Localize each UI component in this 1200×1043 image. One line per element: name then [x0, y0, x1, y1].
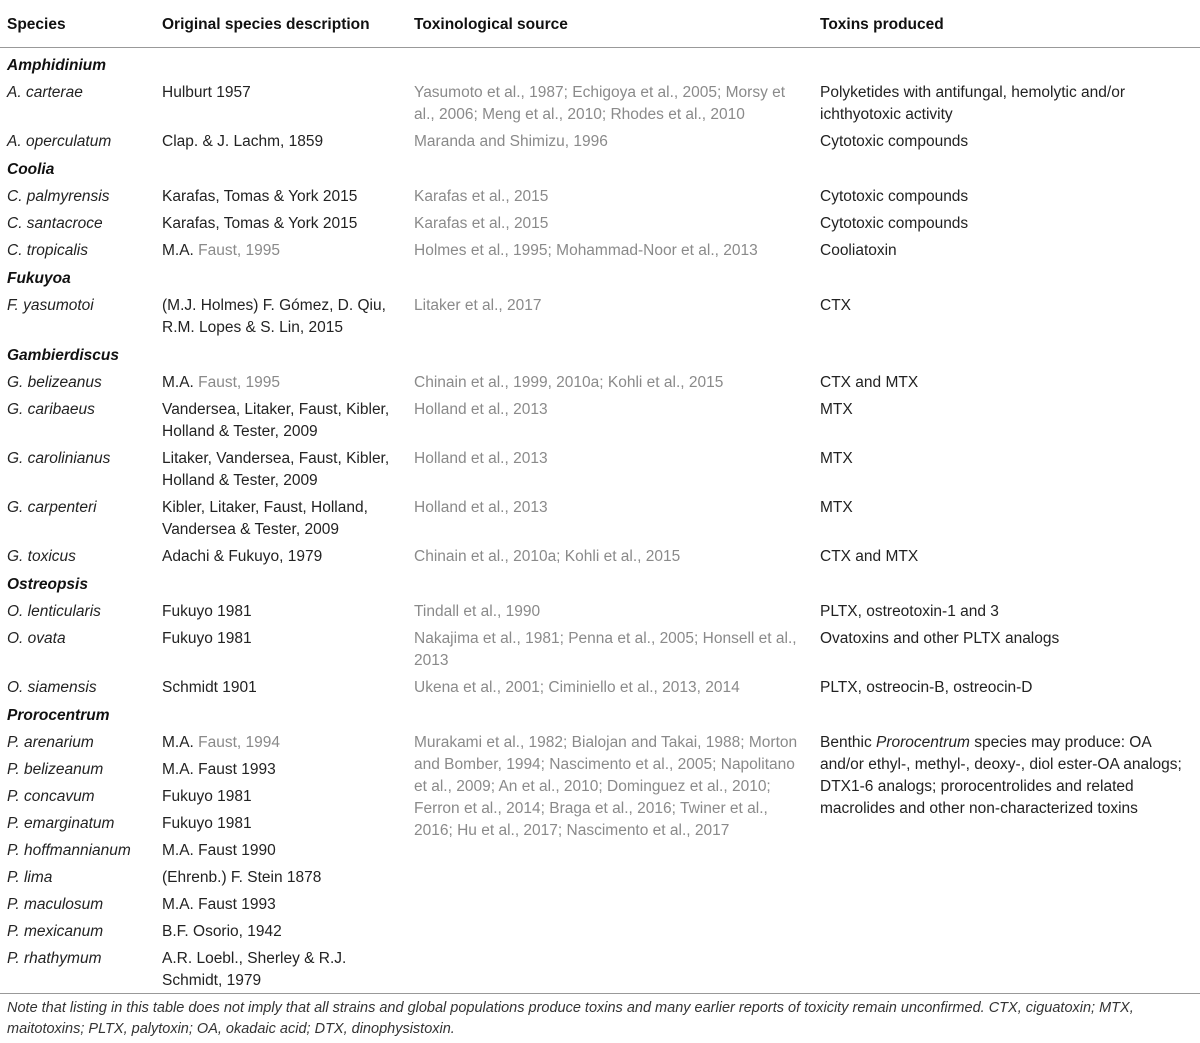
table-row — [0, 729, 1200, 756]
table-body — [0, 48, 1200, 995]
species-name: P. hoffmannianum — [7, 841, 131, 859]
description-author-ref: Faust, 1995 — [198, 373, 281, 391]
species-description — [154, 729, 406, 756]
toxins-produced: MTX — [820, 449, 853, 467]
species-name: C. santacroce — [7, 214, 103, 232]
toxinological-source-shared: Murakami et al., 1982; Bialojan and Takai, 1988; Morton and Bomber, 1994; Nascimento et al., 2005; Napolitano et al., 2009; An et al., 2010; Dominguez et al., 2010; Ferron et al., 2014; Braga et al., 2016; Twiner et al., 2016; Hu et al., 2017; Nascimento et al., 2017 — [414, 733, 798, 839]
species-description: Karafas, Tomas & York 2015 — [162, 214, 358, 232]
genus-row — [0, 570, 1200, 598]
toxins-produced: MTX — [820, 400, 853, 418]
table-row — [0, 128, 1200, 155]
toxins-produced: Ovatoxins and other PLTX analogs — [820, 629, 1060, 647]
table-row — [0, 369, 1200, 396]
toxinological-source: Ukena et al., 2001; Ciminiello et al., 2013, 2014 — [414, 678, 740, 696]
genus-name: Gambierdiscus — [7, 347, 119, 364]
species-description: Adachi & Fukuyo, 1979 — [162, 547, 323, 565]
species-description: Fukuyo 1981 — [162, 814, 252, 832]
table-row — [0, 625, 1200, 674]
toxins-produced: Cytotoxic compounds — [820, 187, 969, 205]
description-author-ref: Faust, 1994 — [198, 733, 281, 751]
header-source: Toxinological source — [406, 0, 812, 48]
species-description: Hulburt 1957 — [162, 83, 251, 101]
species-name: G. toxicus — [7, 547, 76, 565]
species-name: O. lenticularis — [7, 602, 101, 620]
table-row — [0, 674, 1200, 701]
toxinological-source: Karafas et al., 2015 — [414, 187, 549, 205]
table-row — [0, 237, 1200, 264]
description-author-prefix: M.A. — [162, 241, 199, 259]
toxins-produced: Polyketides with antifungal, hemolytic and/or ichthyotoxic activity — [820, 83, 1125, 123]
table-row — [0, 494, 1200, 543]
species-name: P. maculosum — [7, 895, 104, 913]
species-name: O. ovata — [7, 629, 66, 647]
species-description: Kibler, Litaker, Faust, Holland, Vandersea & Tester, 2009 — [162, 498, 368, 538]
toxinological-source: Litaker et al., 2017 — [414, 296, 542, 314]
table-row — [0, 79, 1200, 128]
genus-row — [0, 341, 1200, 369]
species-description: A.R. Loebl., Sherley & R.J. Schmidt, 1979 — [162, 949, 347, 989]
species-description: (Ehrenb.) F. Stein 1878 — [162, 868, 322, 886]
toxinological-source: Chinain et al., 2010a; Kohli et al., 2015 — [414, 547, 681, 565]
toxins-produced: Cytotoxic compounds — [820, 132, 969, 150]
genus-name: Coolia — [7, 161, 55, 178]
table-row — [0, 183, 1200, 210]
species-name: G. belizeanus — [7, 373, 102, 391]
toxinological-source: Maranda and Shimizu, 1996 — [414, 132, 608, 150]
toxins-suffix: species may produce: OA and/or ethyl-, methyl-, deoxy-, diol ester-OA analogs; DTX1-6 analogs; prorocentrolides and related macrolides and other non-characterized toxins — [820, 733, 1182, 817]
species-name: P. mexicanum — [7, 922, 104, 940]
genus-row — [0, 155, 1200, 183]
genus-name: Amphidinium — [7, 57, 107, 74]
genus-name: Prorocentrum — [7, 707, 110, 724]
toxinological-source: Karafas et al., 2015 — [414, 214, 549, 232]
species-description: Vandersea, Litaker, Faust, Kibler, Holland & Tester, 2009 — [162, 400, 390, 440]
genus-name: Fukuyoa — [7, 270, 71, 287]
toxinological-source: Holland et al., 2013 — [414, 449, 548, 467]
species-description — [154, 369, 406, 396]
species-description: Schmidt 1901 — [162, 678, 257, 696]
toxins-produced: MTX — [820, 498, 853, 516]
species-description — [154, 237, 406, 264]
species-description: Fukuyo 1981 — [162, 629, 252, 647]
species-name: P. emarginatum — [7, 814, 115, 832]
table-row — [0, 543, 1200, 570]
header-toxins: Toxins produced — [812, 0, 1200, 48]
species-name: P. arenarium — [7, 733, 94, 751]
species-name: A. operculatum — [7, 132, 112, 150]
species-description: M.A. Faust 1993 — [162, 760, 276, 778]
species-name: F. yasumotoi — [7, 296, 94, 314]
species-description: Litaker, Vandersea, Faust, Kibler, Holland & Tester, 2009 — [162, 449, 390, 489]
toxins-produced-shared — [812, 729, 1200, 994]
species-description: (M.J. Holmes) F. Gómez, D. Qiu, R.M. Lopes & S. Lin, 2015 — [162, 296, 386, 336]
genus-row — [0, 264, 1200, 292]
toxinological-source: Tindall et al., 1990 — [414, 602, 541, 620]
header-row — [0, 0, 1200, 48]
toxinological-source: Nakajima et al., 1981; Penna et al., 2005; Honsell et al., 2013 — [414, 629, 797, 669]
species-name: C. palmyrensis — [7, 187, 110, 205]
description-author-ref: Faust, 1995 — [198, 241, 281, 259]
species-name: P. lima — [7, 868, 53, 886]
table-row — [0, 210, 1200, 237]
species-name: A. carterae — [7, 83, 83, 101]
toxins-produced: Cooliatoxin — [820, 241, 897, 259]
species-name: G. caribaeus — [7, 400, 95, 418]
species-description: Clap. & J. Lachm, 1859 — [162, 132, 324, 150]
species-description: Fukuyo 1981 — [162, 787, 252, 805]
species-name: P. belizeanum — [7, 760, 104, 778]
table-footnote: Note that listing in this table does not imply that all strains and global populations produce toxins and many earlier reports of toxicity remain unconfirmed. CTX, ciguatoxin; MTX, maitotoxins; PLTX, palytoxin; OA, okadaic acid; DTX, dinophysistoxin. — [0, 993, 1200, 1040]
toxinological-source: Yasumoto et al., 1987; Echigoya et al., 2005; Morsy et al., 2006; Meng et al., 2010; Rhodes et al., 2010 — [414, 83, 786, 123]
species-name: C. tropicalis — [7, 241, 88, 259]
description-author-prefix: M.A. — [162, 733, 199, 751]
toxinological-source: Chinain et al., 1999, 2010a; Kohli et al., 2015 — [414, 373, 724, 391]
header-species: Species — [0, 0, 154, 48]
species-name: O. siamensis — [7, 678, 97, 696]
table-row — [0, 396, 1200, 445]
toxins-produced: PLTX, ostreocin-B, ostreocin-D — [820, 678, 1033, 696]
table-row — [0, 598, 1200, 625]
toxinological-source: Holmes et al., 1995; Mohammad-Noor et al., 2013 — [414, 241, 758, 259]
toxins-genus-italic: Prorocentrum — [876, 733, 970, 751]
toxins-produced: PLTX, ostreotoxin-1 and 3 — [820, 602, 999, 620]
species-name: P. concavum — [7, 787, 95, 805]
toxins-produced: Cytotoxic compounds — [820, 214, 969, 232]
species-name: P. rhathymum — [7, 949, 102, 967]
toxinological-source: Holland et al., 2013 — [414, 498, 548, 516]
species-description: B.F. Osorio, 1942 — [162, 922, 282, 940]
species-description: M.A. Faust 1990 — [162, 841, 276, 859]
genus-name: Ostreopsis — [7, 576, 88, 593]
species-name: G. carpenteri — [7, 498, 97, 516]
table-row — [0, 292, 1200, 341]
toxins-produced: CTX — [820, 296, 851, 314]
toxins-produced: CTX and MTX — [820, 547, 919, 565]
toxins-produced: CTX and MTX — [820, 373, 919, 391]
table-header — [0, 0, 1200, 48]
species-name: G. carolinianus — [7, 449, 111, 467]
description-author-prefix: M.A. — [162, 373, 199, 391]
species-description: Fukuyo 1981 — [162, 602, 252, 620]
genus-row — [0, 701, 1200, 729]
species-description: M.A. Faust 1993 — [162, 895, 276, 913]
genus-row — [0, 48, 1200, 80]
table-row — [0, 445, 1200, 494]
toxins-prefix: Benthic — [820, 733, 877, 751]
toxinological-source: Holland et al., 2013 — [414, 400, 548, 418]
species-description: Karafas, Tomas & York 2015 — [162, 187, 358, 205]
header-description: Original species description — [154, 0, 406, 48]
